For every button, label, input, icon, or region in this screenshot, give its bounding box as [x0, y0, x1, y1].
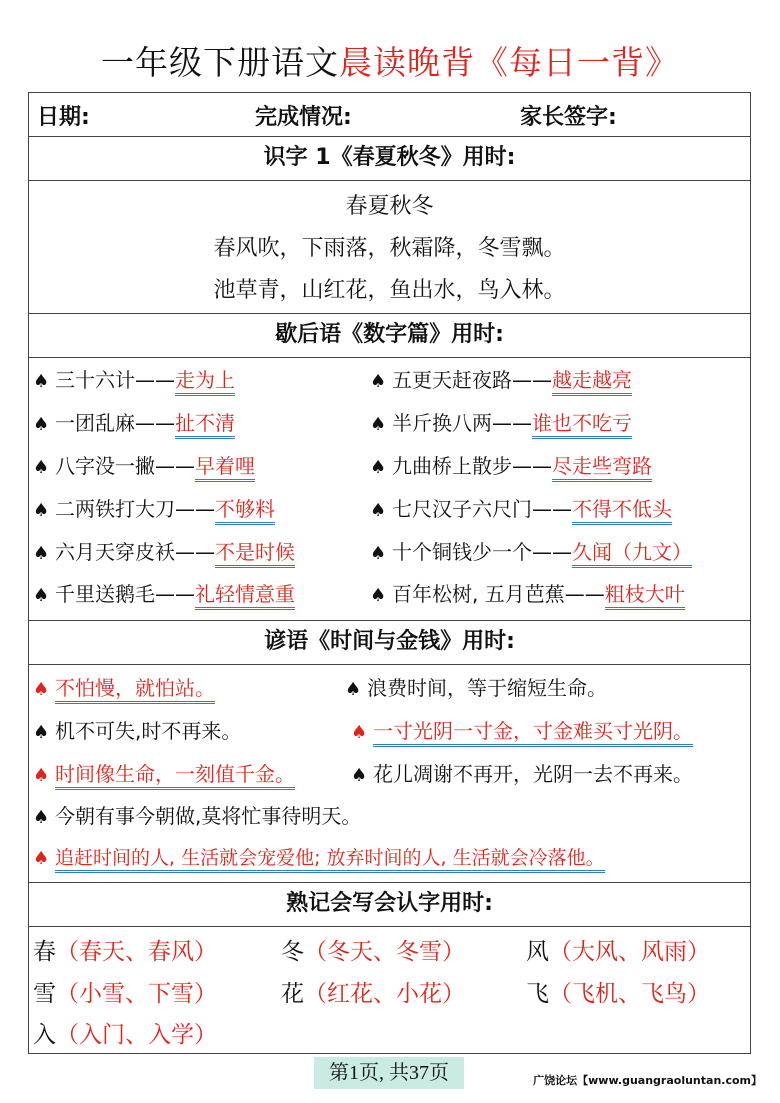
spade-icon: ♠: [33, 585, 50, 606]
xiehouyu-8: ♠ 七尺汉子六尺门——不得不低头: [370, 495, 672, 525]
xiehouyu-5: ♠ 八字没一撇——早着哩: [33, 452, 255, 482]
char-item-7: 入（入门、入学）: [33, 1022, 217, 1048]
xiehouyu-10: ♠ 十个铜钱少一个——久闻（九文）: [370, 538, 692, 568]
spade-icon: ♠: [33, 848, 50, 869]
spade-icon: ♠: [370, 500, 387, 521]
spade-icon: ♠: [370, 585, 387, 606]
info-row: [29, 93, 750, 137]
char-item-5: 花（红花、小花）: [281, 981, 465, 1007]
char-item-4: 雪（小雪、下雪）: [33, 981, 217, 1007]
worksheet: [28, 92, 751, 1054]
spade-icon: ♠: [370, 414, 387, 435]
xiehouyu-7: ♠ 二两铁打大刀——不够料: [33, 495, 275, 525]
poem-line-2: 春风吹，下雨落，秋霜降，冬雪飘。: [213, 236, 566, 261]
xiehouyu-9: ♠ 六月天穿皮袄——不是时候: [33, 538, 295, 568]
spade-icon: ♠: [345, 679, 362, 700]
xiehouyu-4: ♠ 半斤换八两——谁也不吃亏: [370, 409, 632, 439]
spade-icon: ♠: [351, 765, 368, 786]
proverb-5: ♠ 时间像生命，一刻值千金。: [33, 760, 295, 790]
poem-line-1: 春夏秋冬: [345, 194, 434, 219]
proverb-1: ♠ 不怕慢，就怕站。: [33, 674, 215, 704]
section-body-3: [29, 665, 750, 883]
poem-line-3: 池草青，山红花，鱼出水，鸟入林。: [213, 278, 566, 303]
status-label: 完成情况:: [255, 105, 352, 130]
spade-icon: ♠: [33, 414, 50, 435]
section-header-1: 识字 1《春夏秋冬》用时:: [29, 137, 750, 181]
spade-icon: ♠: [33, 765, 50, 786]
xiehouyu-2: ♠ 五更天赶夜路——越走越亮: [370, 366, 632, 396]
proverb-3: ♠ 机不可失,时不再来。: [33, 717, 241, 747]
title-black: 一年级下册语文: [101, 43, 339, 82]
section-body-1: [29, 181, 750, 314]
char-item-2: 冬（冬天、冬雪）: [281, 939, 465, 965]
site-watermark: 广饶论坛【www.guangraoluntan.com】: [533, 1074, 762, 1087]
spade-icon: ♠: [33, 722, 50, 743]
proverb-7: ♠ 今朝有事今朝做,莫将忙事待明天。: [33, 802, 361, 832]
xiehouyu-12: ♠ 百年松树, 五月芭蕉——粗枝大叶: [370, 580, 685, 610]
spade-icon: ♠: [33, 679, 50, 700]
section-header-2: 歇后语《数字篇》用时:: [29, 314, 750, 358]
proverb-8: ♠ 追赶时间的人, 生活就会宠爱他; 放弃时间的人, 生活就会冷落他。: [33, 844, 605, 873]
spade-icon: ♠: [33, 457, 50, 478]
spade-icon: ♠: [33, 500, 50, 521]
proverb-2: ♠ 浪费时间，等于缩短生命。: [345, 674, 607, 704]
spade-icon: ♠: [370, 371, 387, 392]
char-item-3: 风（大风、风雨）: [526, 939, 710, 965]
spade-icon: ♠: [351, 722, 368, 743]
xiehouyu-11: ♠ 千里送鹅毛——礼轻情意重: [33, 580, 295, 610]
section-body-4: [29, 927, 750, 1053]
spade-icon: ♠: [33, 371, 50, 392]
xiehouyu-6: ♠ 九曲桥上散步——尽走些弯路: [370, 452, 652, 482]
title-red: 晨读晚背《每日一背》: [339, 43, 679, 82]
section-header-4: 熟记会写会认字用时:: [29, 883, 750, 927]
date-label: 日期:: [37, 105, 90, 130]
char-item-1: 春（春天、春风）: [33, 939, 217, 965]
page-title: [0, 40, 780, 86]
section-body-2: [29, 358, 750, 621]
xiehouyu-1: ♠ 三十六计——走为上: [33, 366, 235, 396]
page-number: 第1页, 共37页: [314, 1057, 464, 1089]
proverb-4: ♠ 一寸光阴一寸金，寸金难买寸光阴。: [351, 717, 693, 747]
spade-icon: ♠: [33, 807, 50, 828]
parent-sign-label: 家长签字:: [520, 105, 617, 130]
spade-icon: ♠: [370, 457, 387, 478]
spade-icon: ♠: [370, 543, 387, 564]
section-header-3: 谚语《时间与金钱》用时:: [29, 621, 750, 665]
char-item-6: 飞（飞机、飞鸟）: [526, 981, 710, 1007]
xiehouyu-3: ♠ 一团乱麻——扯不清: [33, 409, 235, 439]
proverb-6: ♠ 花儿凋谢不再开，光阴一去不再来。: [351, 760, 693, 790]
spade-icon: ♠: [33, 543, 50, 564]
